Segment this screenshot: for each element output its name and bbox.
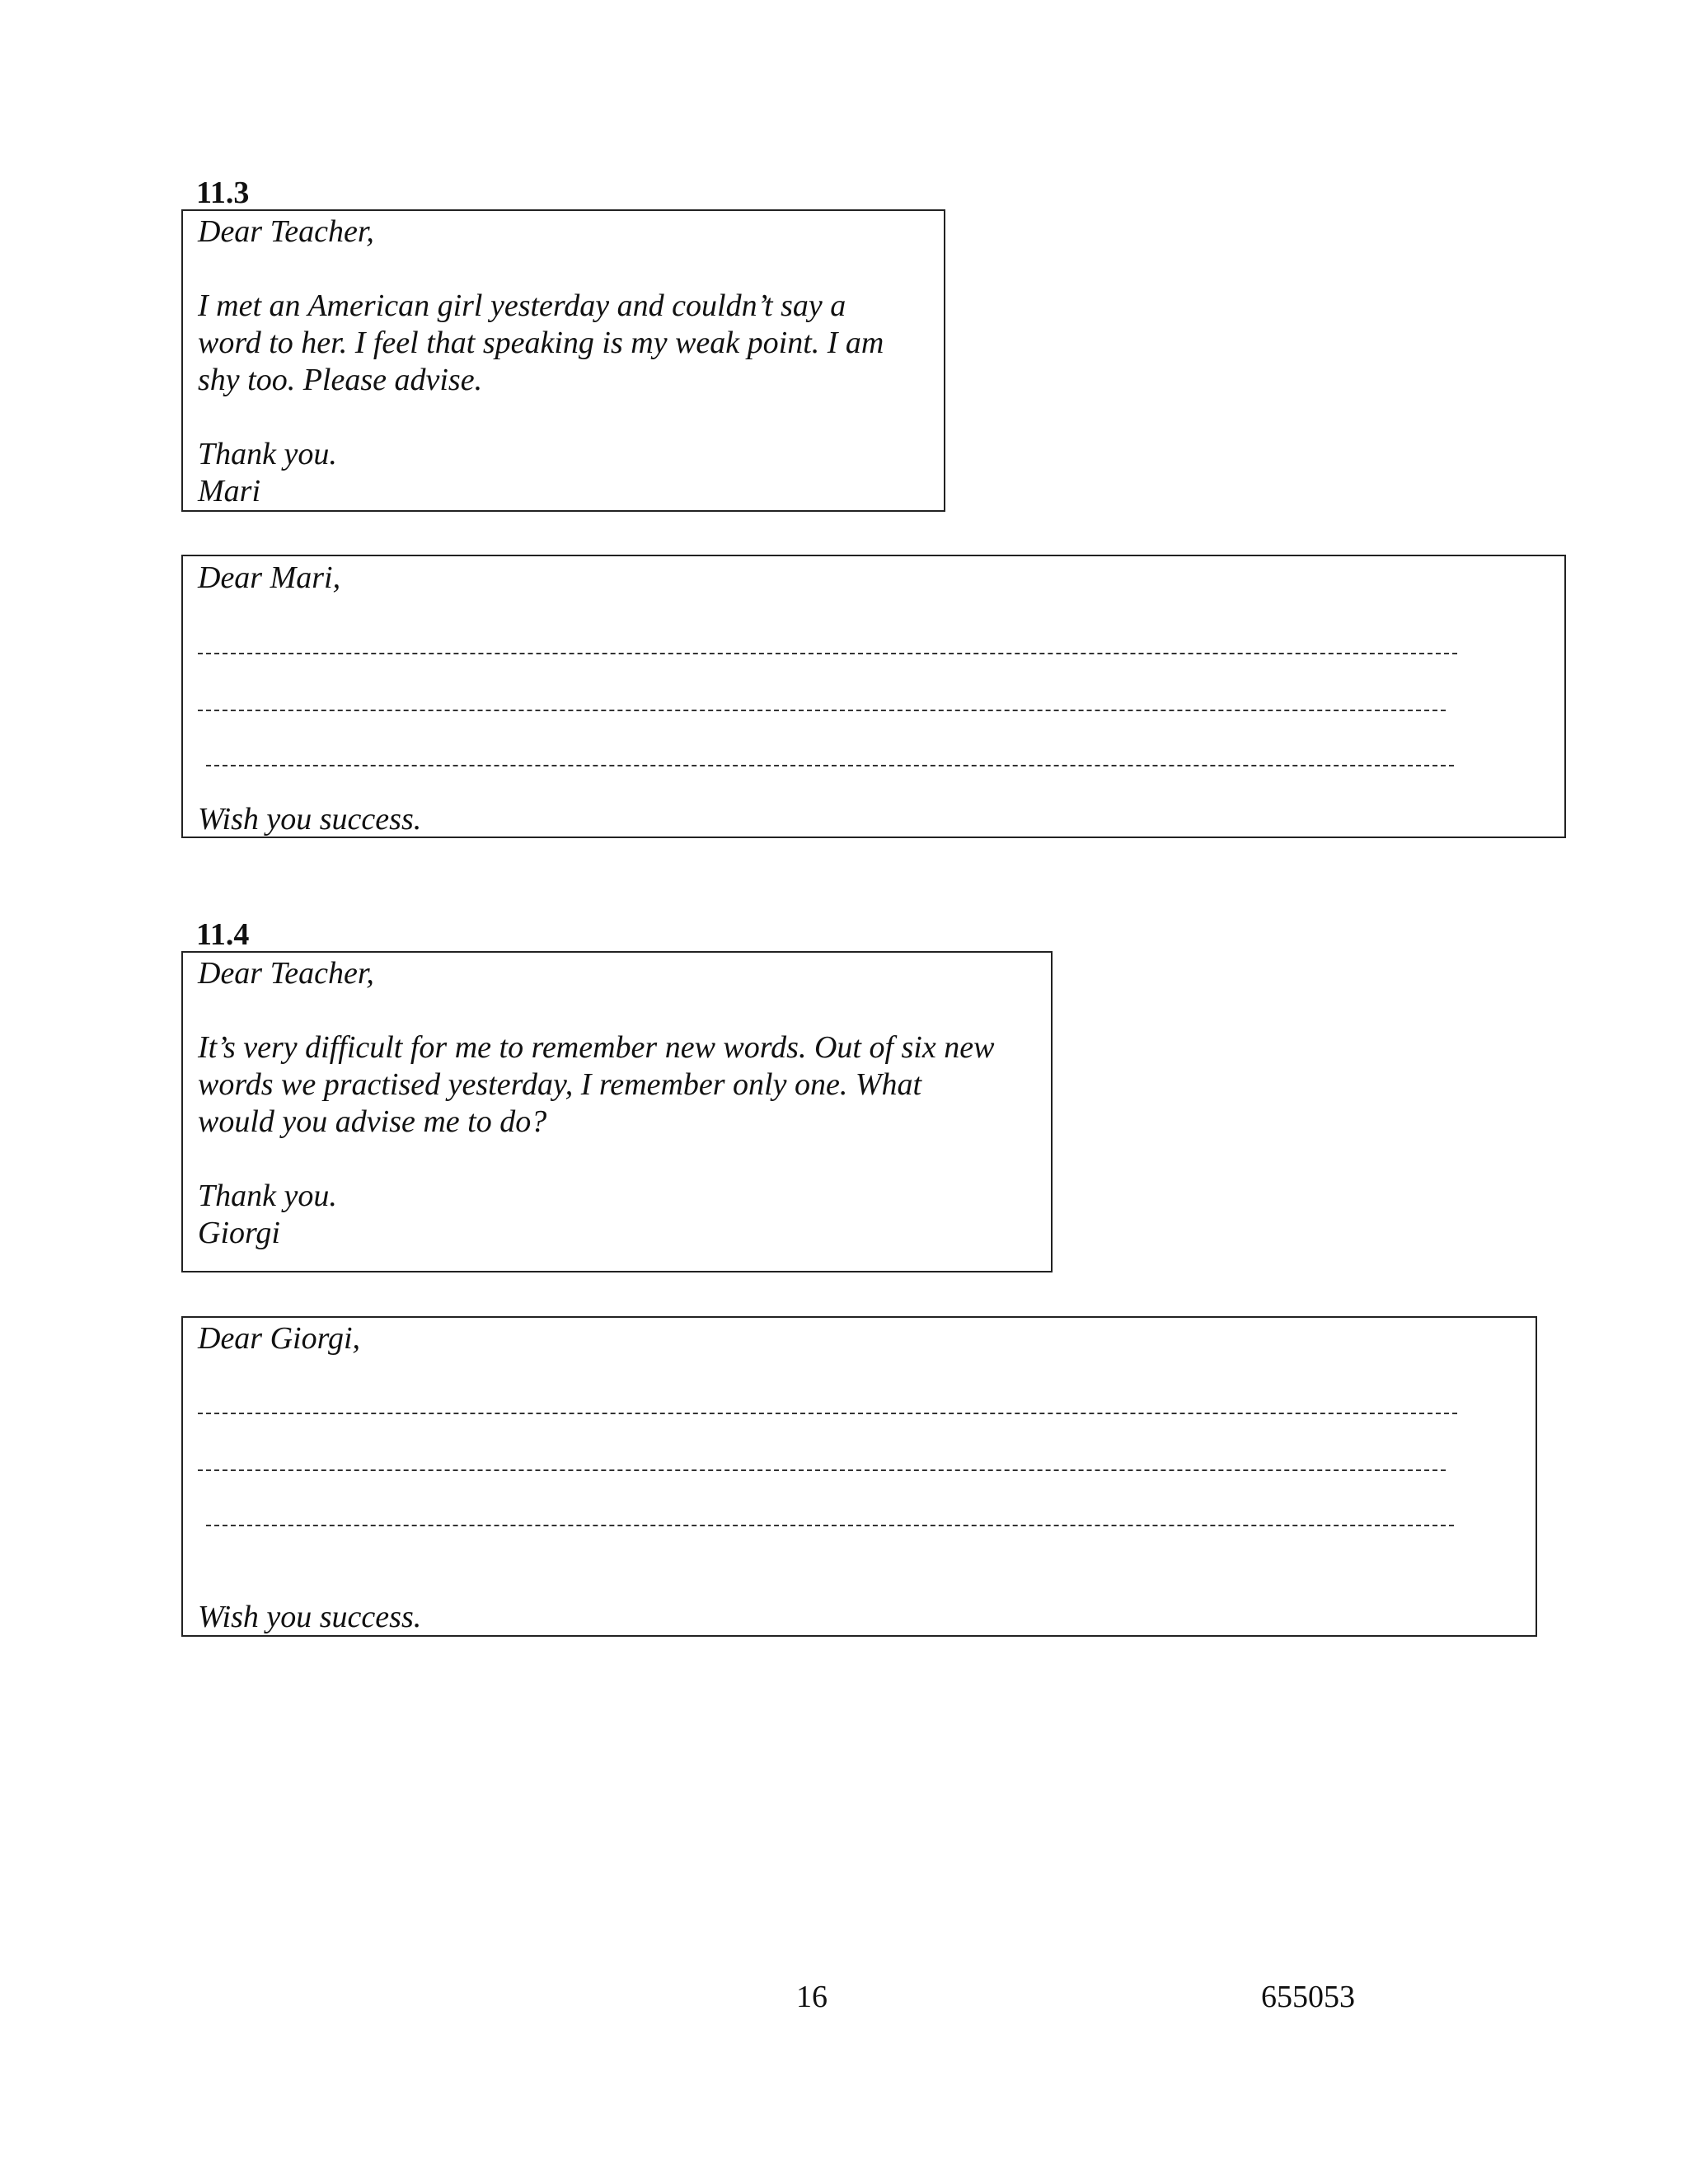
answer-letter-box-giorgi <box>181 1316 1537 1637</box>
question-letter-box-mari <box>181 209 945 512</box>
question-letter-box-giorgi <box>181 951 1053 1272</box>
page-number: 16 <box>796 1980 828 2014</box>
answer-line-3[interactable] <box>206 1525 1454 1526</box>
section-label-11-3: 11.3 <box>196 176 250 210</box>
answer-line-2[interactable] <box>198 1469 1446 1471</box>
answer-closing: Wish you success. <box>198 802 422 837</box>
document-code: 655053 <box>1261 1980 1355 2014</box>
answer-line-1[interactable] <box>198 1413 1457 1414</box>
answer-greeting: Dear Giorgi, <box>198 1321 361 1356</box>
answer-line-1[interactable] <box>198 653 1457 654</box>
answer-line-2[interactable] <box>198 710 1446 711</box>
answer-closing: Wish you success. <box>198 1600 422 1634</box>
question-body-line: words we practised yesterday, I remember only one. What <box>198 1067 922 1102</box>
answer-letter-box-mari <box>181 555 1566 838</box>
question-body-line: would you advise me to do? <box>198 1104 547 1139</box>
question-body-line: I met an American girl yesterday and couldn’t say a <box>198 288 846 323</box>
question-body-line: It’s very difficult for me to remember new words. Out of six new <box>198 1030 995 1065</box>
question-signature: Giorgi <box>198 1216 280 1250</box>
question-greeting: Dear Teacher, <box>198 956 374 991</box>
question-thanks: Thank you. <box>198 437 337 471</box>
question-body-line: shy too. Please advise. <box>198 363 483 397</box>
question-body-line: word to her. I feel that speaking is my weak point. I am <box>198 326 884 360</box>
answer-greeting: Dear Mari, <box>198 560 341 595</box>
section-label-11-4: 11.4 <box>196 917 250 952</box>
answer-line-3[interactable] <box>206 765 1454 766</box>
question-signature: Mari <box>198 474 260 509</box>
question-greeting: Dear Teacher, <box>198 214 374 249</box>
question-thanks: Thank you. <box>198 1179 337 1213</box>
